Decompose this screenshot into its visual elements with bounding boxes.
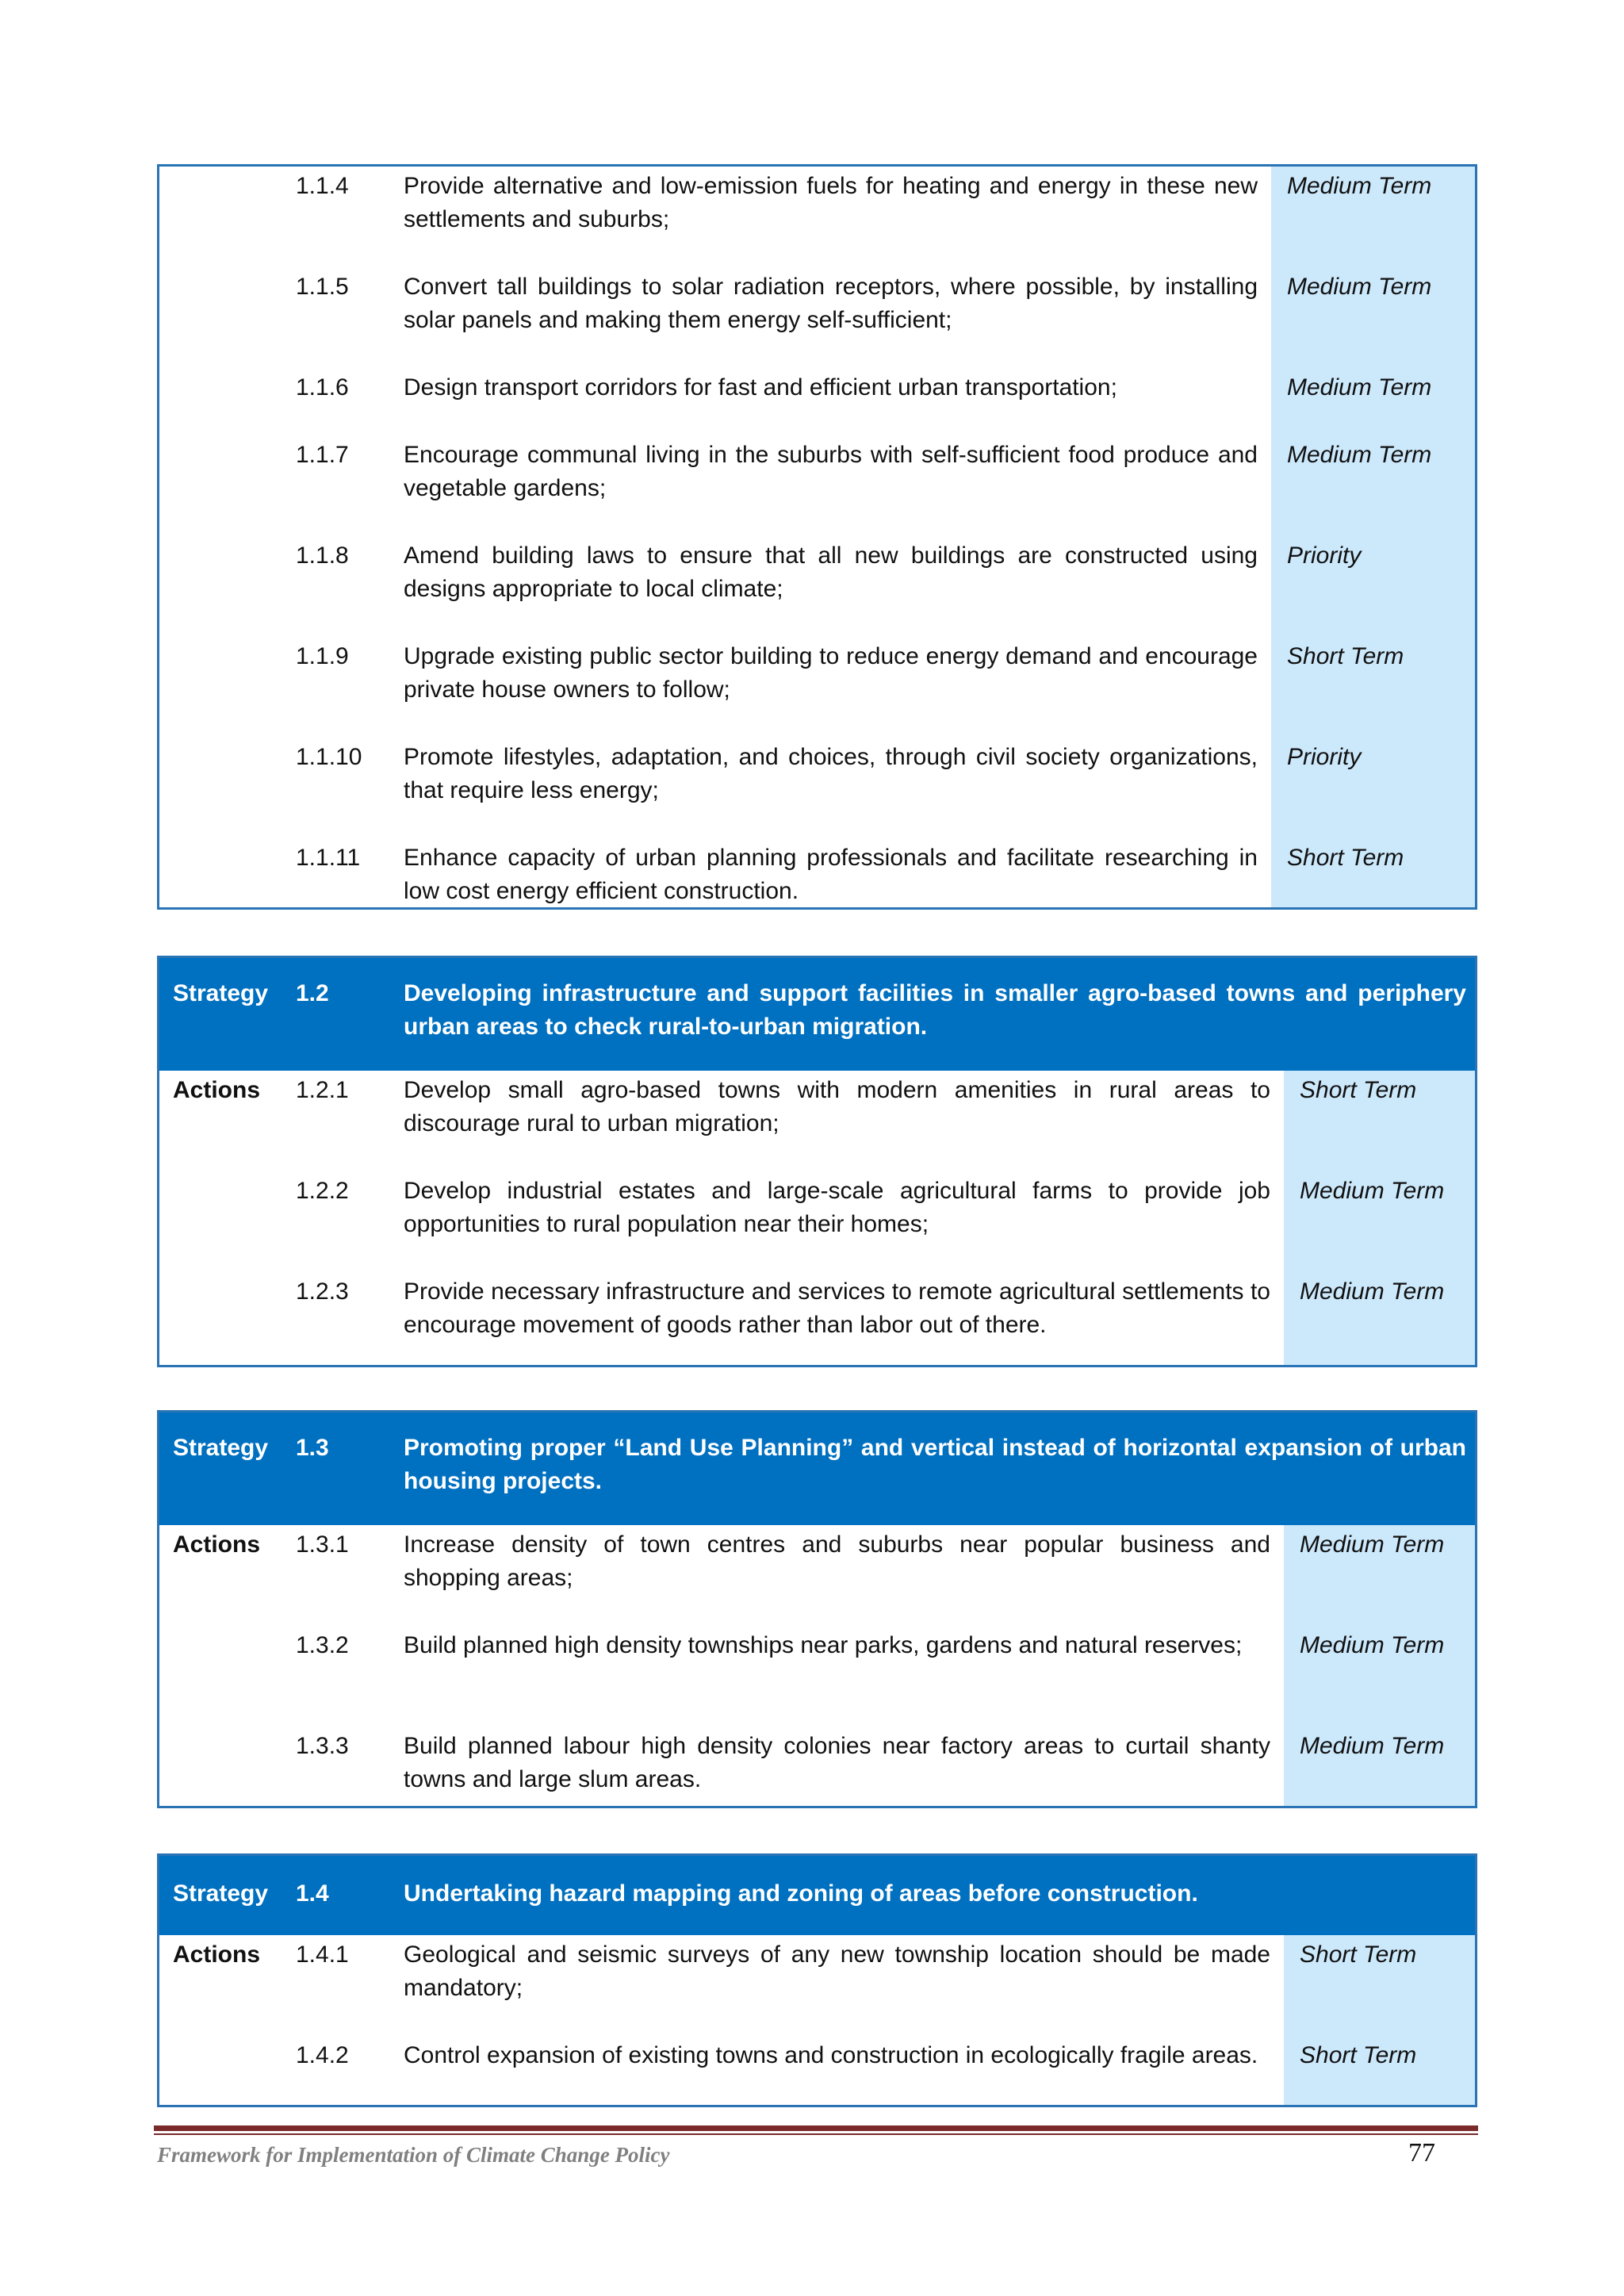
action-description: Geological and seismic surveys of any new township location should be made mandatory; bbox=[404, 1941, 1270, 2001]
strategy-header bbox=[159, 958, 1475, 1071]
action-description: Build planned labour high density colonies near factory areas to curtail shanty towns and large slum areas. bbox=[404, 1733, 1270, 1792]
page-number: 77 bbox=[1408, 2138, 1435, 2168]
footer-rule-thin bbox=[154, 2133, 1478, 2135]
action-term: Priority bbox=[1287, 542, 1362, 569]
strategy-number: 1.2 bbox=[296, 980, 329, 1006]
action-term: Medium Term bbox=[1287, 442, 1432, 468]
action-number: 1.2.1 bbox=[296, 1077, 349, 1103]
strategy-label: Strategy bbox=[173, 1435, 269, 1461]
term-column bbox=[1284, 1071, 1475, 1365]
footer-rule bbox=[154, 2125, 1478, 2131]
strategy-header bbox=[159, 1412, 1475, 1525]
action-number: 1.1.10 bbox=[296, 744, 362, 770]
action-description: Develop industrial estates and large-scale agricultural farms to provide job opportunities to rural population near their homes; bbox=[404, 1178, 1270, 1237]
action-description: Convert tall buildings to solar radiation receptors, where possible, by installing solar panels and making them energy self-sufficient; bbox=[404, 274, 1258, 333]
strategy-title: Developing infrastructure and support facilities in smaller agro-based towns and periphery urban areas to check rural-to-urban migration. bbox=[404, 980, 1466, 1040]
action-number: 1.3.2 bbox=[296, 1632, 349, 1658]
action-number: 1.3.1 bbox=[296, 1531, 349, 1558]
strategy-label: Strategy bbox=[173, 980, 269, 1006]
action-term: Medium Term bbox=[1287, 374, 1432, 401]
strategy-number: 1.3 bbox=[296, 1435, 329, 1461]
action-number: 1.2.3 bbox=[296, 1278, 349, 1305]
action-term: Short Term bbox=[1300, 2042, 1417, 2068]
action-description: Provide necessary infrastructure and services to remote agricultural settlements to encourage movement of goods rather than labor out of there. bbox=[404, 1278, 1270, 1338]
action-description: Control expansion of existing towns and construction in ecologically fragile areas. bbox=[404, 2042, 1258, 2068]
action-term: Short Term bbox=[1300, 1941, 1417, 1968]
action-description: Promote lifestyles, adaptation, and choices, through civil society organizations, that require less energy; bbox=[404, 744, 1258, 803]
action-number: 1.1.8 bbox=[296, 542, 349, 569]
action-number: 1.1.7 bbox=[296, 442, 349, 468]
action-number: 1.3.3 bbox=[296, 1733, 349, 1759]
action-term: Medium Term bbox=[1300, 1531, 1445, 1558]
action-term: Short Term bbox=[1287, 845, 1404, 871]
action-number: 1.4.1 bbox=[296, 1941, 349, 1968]
action-description: Develop small agro-based towns with modern amenities in rural areas to discourage rural to urban migration; bbox=[404, 1077, 1270, 1137]
actions-label: Actions bbox=[173, 1531, 261, 1558]
strategy-table-1-4 bbox=[157, 1853, 1477, 2107]
action-number: 1.1.5 bbox=[296, 274, 349, 300]
action-term: Medium Term bbox=[1287, 274, 1432, 300]
action-term: Medium Term bbox=[1300, 1632, 1445, 1658]
action-term: Short Term bbox=[1300, 1077, 1417, 1103]
action-term: Medium Term bbox=[1300, 1278, 1445, 1305]
strategy-title: Promoting proper “Land Use Planning” and vertical instead of horizontal expansion of urban housing projects. bbox=[404, 1435, 1466, 1494]
action-term: Short Term bbox=[1287, 643, 1404, 669]
action-description: Increase density of town centres and suburbs near popular business and shopping areas; bbox=[404, 1531, 1270, 1591]
action-term: Medium Term bbox=[1287, 173, 1432, 199]
action-description: Upgrade existing public sector building to reduce energy demand and encourage private house owners to follow; bbox=[404, 643, 1258, 703]
action-number: 1.1.9 bbox=[296, 643, 349, 669]
strategy-label: Strategy bbox=[173, 1880, 269, 1907]
actions-table-1-1 bbox=[157, 164, 1477, 910]
action-number: 1.2.2 bbox=[296, 1178, 349, 1204]
action-description: Encourage communal living in the suburbs with self-sufficient food produce and vegetable gardens; bbox=[404, 442, 1258, 501]
action-term: Medium Term bbox=[1300, 1733, 1445, 1759]
strategy-table-1-3 bbox=[157, 1410, 1477, 1808]
action-description: Amend building laws to ensure that all new buildings are constructed using designs appropriate to local climate; bbox=[404, 542, 1258, 602]
strategy-table-1-2 bbox=[157, 956, 1477, 1367]
action-description: Enhance capacity of urban planning professionals and facilitate researching in low cost energy efficient construction. bbox=[404, 845, 1258, 904]
footer-title: Framework for Implementation of Climate Change Policy bbox=[157, 2143, 670, 2167]
action-term: Priority bbox=[1287, 744, 1362, 770]
action-number: 1.4.2 bbox=[296, 2042, 349, 2068]
action-description: Build planned high density townships near parks, gardens and natural reserves; bbox=[404, 1632, 1243, 1658]
actions-label: Actions bbox=[173, 1941, 261, 1968]
action-number: 1.1.4 bbox=[296, 173, 349, 199]
action-term: Medium Term bbox=[1300, 1178, 1445, 1204]
strategy-header bbox=[159, 1856, 1475, 1935]
actions-label: Actions bbox=[173, 1077, 261, 1103]
strategy-title: Undertaking hazard mapping and zoning of areas before construction. bbox=[404, 1880, 1198, 1907]
action-description: Design transport corridors for fast and efficient urban transportation; bbox=[404, 374, 1117, 401]
strategy-number: 1.4 bbox=[296, 1880, 329, 1907]
action-number: 1.1.11 bbox=[296, 845, 361, 871]
action-description: Provide alternative and low-emission fuels for heating and energy in these new settlements and suburbs; bbox=[404, 173, 1258, 232]
action-number: 1.1.6 bbox=[296, 374, 349, 401]
term-column bbox=[1284, 1525, 1475, 1806]
